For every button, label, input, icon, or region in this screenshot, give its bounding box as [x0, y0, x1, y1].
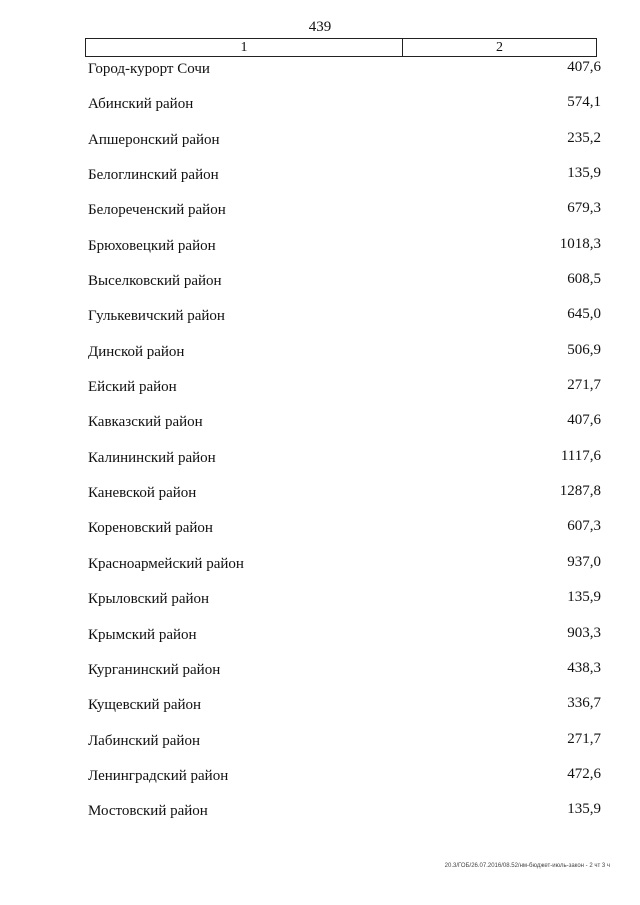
table-row [0, 93, 640, 128]
row-value: 937,0 [567, 553, 601, 570]
row-value: 903,3 [567, 624, 601, 641]
row-name: Выселковский район [88, 273, 222, 290]
row-name: Ленинградский район [88, 767, 229, 784]
row-value: 336,7 [567, 695, 601, 712]
row-name: Абинский район [88, 96, 194, 113]
row-value: 271,7 [567, 730, 601, 747]
row-value: 1287,8 [559, 483, 601, 500]
table-row [0, 199, 640, 234]
row-name: Ейский район [88, 379, 177, 396]
row-value: 135,9 [567, 589, 601, 606]
row-name: Крыловский район [88, 591, 210, 608]
row-name: Апшеронский район [88, 131, 220, 148]
table-row [0, 376, 640, 411]
table-row [0, 800, 640, 835]
table-row [0, 58, 640, 93]
row-value: 607,3 [567, 518, 601, 535]
row-name: Кореновский район [88, 520, 213, 537]
row-value: 135,9 [567, 165, 601, 182]
row-value: 235,2 [567, 129, 601, 146]
row-value: 608,5 [567, 271, 601, 288]
table-row [0, 235, 640, 270]
table-row [0, 341, 640, 376]
table-row [0, 765, 640, 800]
row-name: Динской район [88, 343, 185, 360]
table-row [0, 270, 640, 305]
row-name: Брюховецкий район [88, 237, 216, 254]
table-row [0, 730, 640, 765]
table-row [0, 659, 640, 694]
table-row [0, 588, 640, 623]
row-name: Каневской район [88, 485, 197, 502]
table-row [0, 517, 640, 552]
row-value: 438,3 [567, 659, 601, 676]
row-name: Крымский район [88, 626, 197, 643]
table-header-col1: 1 [86, 39, 403, 56]
row-name: Курганинский район [88, 661, 221, 678]
row-value: 407,6 [567, 412, 601, 429]
row-value: 574,1 [567, 94, 601, 111]
row-name: Калининский район [88, 449, 216, 466]
table-row [0, 553, 640, 588]
row-value: 407,6 [567, 59, 601, 75]
page-number: 439 [308, 19, 332, 35]
row-value: 506,9 [567, 341, 601, 358]
row-name: Белоглинский район [88, 167, 219, 184]
table-body [0, 58, 640, 836]
row-value: 271,7 [567, 377, 601, 394]
table-row [0, 411, 640, 446]
row-name: Лабинский район [88, 732, 200, 749]
row-value: 679,3 [567, 200, 601, 217]
row-name: Кущевский район [88, 697, 202, 714]
table-header-col2: 2 [496, 40, 503, 55]
row-value: 1018,3 [559, 235, 601, 252]
row-value: 645,0 [567, 306, 601, 323]
row-name: Белореченский район [88, 202, 226, 219]
row-value: 472,6 [567, 765, 601, 782]
row-name: Город-курорт Сочи [88, 61, 210, 77]
table-row [0, 694, 640, 729]
row-name: Красноармейский район [88, 555, 244, 572]
document-footer: 20.3/ГОБ/26.07.2016/08.52/нм-бюджет-июль-закон - 2 чт 3 ч [444, 863, 610, 869]
table-row [0, 482, 640, 517]
table-row [0, 305, 640, 340]
row-value: 1117,6 [560, 447, 601, 464]
row-name: Кавказский район [88, 414, 203, 431]
table-row [0, 129, 640, 164]
table-row [0, 164, 640, 199]
table-header [85, 38, 597, 57]
table-row [0, 447, 640, 482]
row-name: Гулькевичский район [88, 308, 225, 325]
row-value: 135,9 [567, 801, 601, 818]
row-name: Мостовский район [88, 803, 208, 820]
table-row [0, 624, 640, 659]
